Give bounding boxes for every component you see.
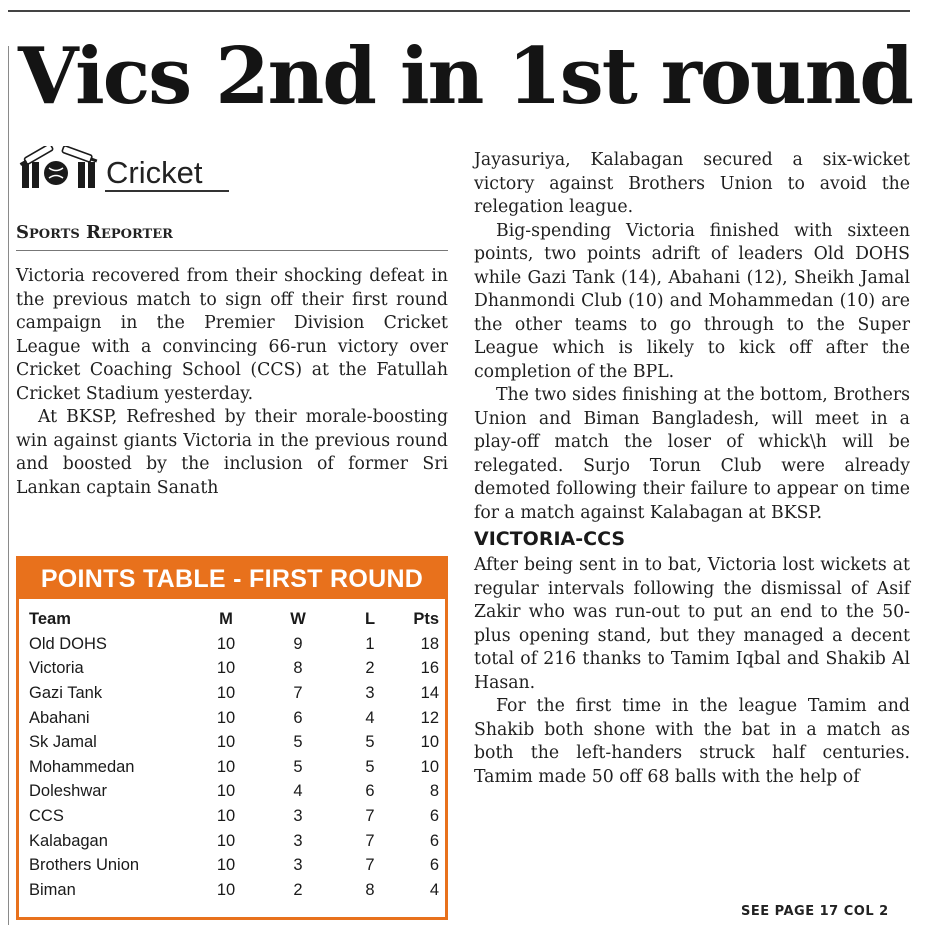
points-cell: 18 [420, 634, 439, 653]
wins-cell: 5 [293, 733, 303, 752]
losses-cell: 5 [365, 757, 375, 776]
left-margin-rule [8, 46, 9, 925]
losses-cell: 8 [365, 880, 375, 899]
points-cell: 12 [420, 708, 439, 727]
matches-cell: 10 [216, 757, 236, 776]
wins-cell: 9 [293, 634, 303, 653]
header-matches: M [219, 610, 233, 628]
paragraph: After being sent in to bat, Victoria lost wickets at regular intervals following the dismissal of Asif Zakir who was run-out to put an end to the 50-plus opening stand, but they managed a decent total of 216 thanks to Tamim Iqbal and Shakib Al Hasan. [474, 555, 910, 693]
matches-cell: 10 [216, 831, 236, 850]
losses-cell: 3 [365, 683, 375, 702]
losses-cell: 7 [365, 831, 375, 850]
table-row [29, 657, 439, 682]
wins-cell: 7 [293, 683, 303, 702]
cricket-bat-ball-icon [16, 146, 98, 190]
subheading: VICTORIA-CCS [474, 528, 626, 550]
continued-on-link[interactable]: SEE PAGE 17 COL 2 [741, 904, 889, 919]
table-row [29, 853, 439, 878]
matches-cell: 10 [216, 634, 236, 653]
losses-cell: 7 [365, 856, 375, 875]
points-table-title: POINTS TABLE - FIRST ROUND [19, 559, 445, 599]
points-table-grid [29, 607, 439, 903]
byline-rule [16, 250, 448, 251]
matches-cell: 10 [216, 782, 236, 801]
wins-cell: 3 [293, 831, 303, 850]
team-name: Victoria [29, 659, 84, 678]
article-column-right [474, 149, 910, 789]
points-table [16, 556, 448, 920]
points-cell: 14 [420, 683, 439, 702]
table-row [29, 730, 439, 755]
table-row [29, 780, 439, 805]
paragraph: At BKSP, Refreshed by their morale-boosting win against giants Victoria in the previous round and boosted by the inclusion of former Sri Lankan captain Sanath [16, 407, 448, 498]
matches-cell: 10 [216, 856, 236, 875]
paragraph: Victoria recovered from their shocking defeat in the previous match to sign off their first round campaign in the Premier Division Cricket League with a convincing 66-run victory over Cricket Coaching School (CCS) at the Fatullah Cricket Stadium yesterday. [16, 266, 448, 404]
table-row [29, 804, 439, 829]
table-row [29, 829, 439, 854]
paragraph: The two sides finishing at the bottom, Brothers Union and Biman Bangladesh, will meet in a play-off match the loser of whick\h will be relegated. Surjo Torun Club were already demoted following their failure to appear on time for a match against Kalabagan at BKSP. [474, 385, 910, 523]
losses-cell: 7 [365, 806, 375, 825]
team-name: Mohammedan [29, 757, 135, 776]
wins-cell: 6 [293, 708, 303, 727]
header-points: Pts [413, 610, 439, 628]
points-cell: 4 [429, 880, 439, 899]
team-name: Biman [29, 880, 76, 899]
wins-cell: 5 [293, 757, 303, 776]
section-label: Cricket [106, 155, 203, 190]
table-row [29, 755, 439, 780]
byline: Sports Reporter [16, 222, 173, 243]
section-tag [16, 146, 456, 192]
section-underline [105, 190, 229, 192]
paragraph: For the first time in the league Tamim and Shakib both shone with the bat in a match as both the left-handers struck half centuries. Tamim made 50 off 68 balls with the help of [474, 696, 910, 787]
header-team: Team [29, 610, 71, 628]
wins-cell: 3 [293, 856, 303, 875]
points-cell: 6 [429, 831, 439, 850]
team-name: Gazi Tank [29, 683, 103, 702]
matches-cell: 10 [216, 880, 236, 899]
wins-cell: 4 [293, 782, 303, 801]
points-cell: 6 [429, 856, 439, 875]
headline: Vics 2nd in 1st round [18, 31, 912, 122]
paragraph: Big-spending Victoria finished with sixteen points, two points adrift of leaders Old DOHS while Gazi Tank (14), Abahani (12), Sheikh Jamal Dhanmondi Club (10) and Mohammedan (10) are the other teams to go through to the Super League which is likely to kick off after the completion of the BPL. [474, 220, 910, 382]
table-row [29, 681, 439, 706]
losses-cell: 2 [365, 659, 375, 678]
points-cell: 10 [420, 733, 439, 752]
team-name: Doleshwar [29, 782, 107, 801]
top-rule [8, 10, 910, 12]
team-name: Old DOHS [29, 634, 107, 653]
matches-cell: 10 [216, 733, 236, 752]
team-name: Sk Jamal [29, 733, 97, 752]
paragraph: Jayasuriya, Kalabagan secured a six-wicket victory against Brothers Union to avoid the relegation league. [474, 150, 910, 217]
losses-cell: 1 [365, 634, 375, 653]
points-cell: 8 [429, 782, 439, 801]
wins-cell: 8 [293, 659, 303, 678]
table-header-row [29, 607, 439, 632]
losses-cell: 5 [365, 733, 375, 752]
wins-cell: 2 [293, 880, 303, 899]
article-column-left [16, 265, 448, 500]
table-row [29, 632, 439, 657]
team-name: Abahani [29, 708, 90, 727]
table-row [29, 878, 439, 903]
matches-cell: 10 [216, 708, 236, 727]
matches-cell: 10 [216, 659, 236, 678]
matches-cell: 10 [216, 806, 236, 825]
matches-cell: 10 [216, 683, 236, 702]
wins-cell: 3 [293, 806, 303, 825]
losses-cell: 6 [365, 782, 375, 801]
team-name: Kalabagan [29, 831, 108, 850]
team-name: Brothers Union [29, 856, 140, 875]
losses-cell: 4 [365, 708, 375, 727]
header-losses: L [364, 610, 376, 628]
header-wins: W [290, 610, 306, 628]
table-row [29, 706, 439, 731]
points-cell: 6 [429, 806, 439, 825]
team-name: CCS [29, 806, 64, 825]
points-cell: 16 [420, 659, 439, 678]
points-cell: 10 [420, 757, 439, 776]
